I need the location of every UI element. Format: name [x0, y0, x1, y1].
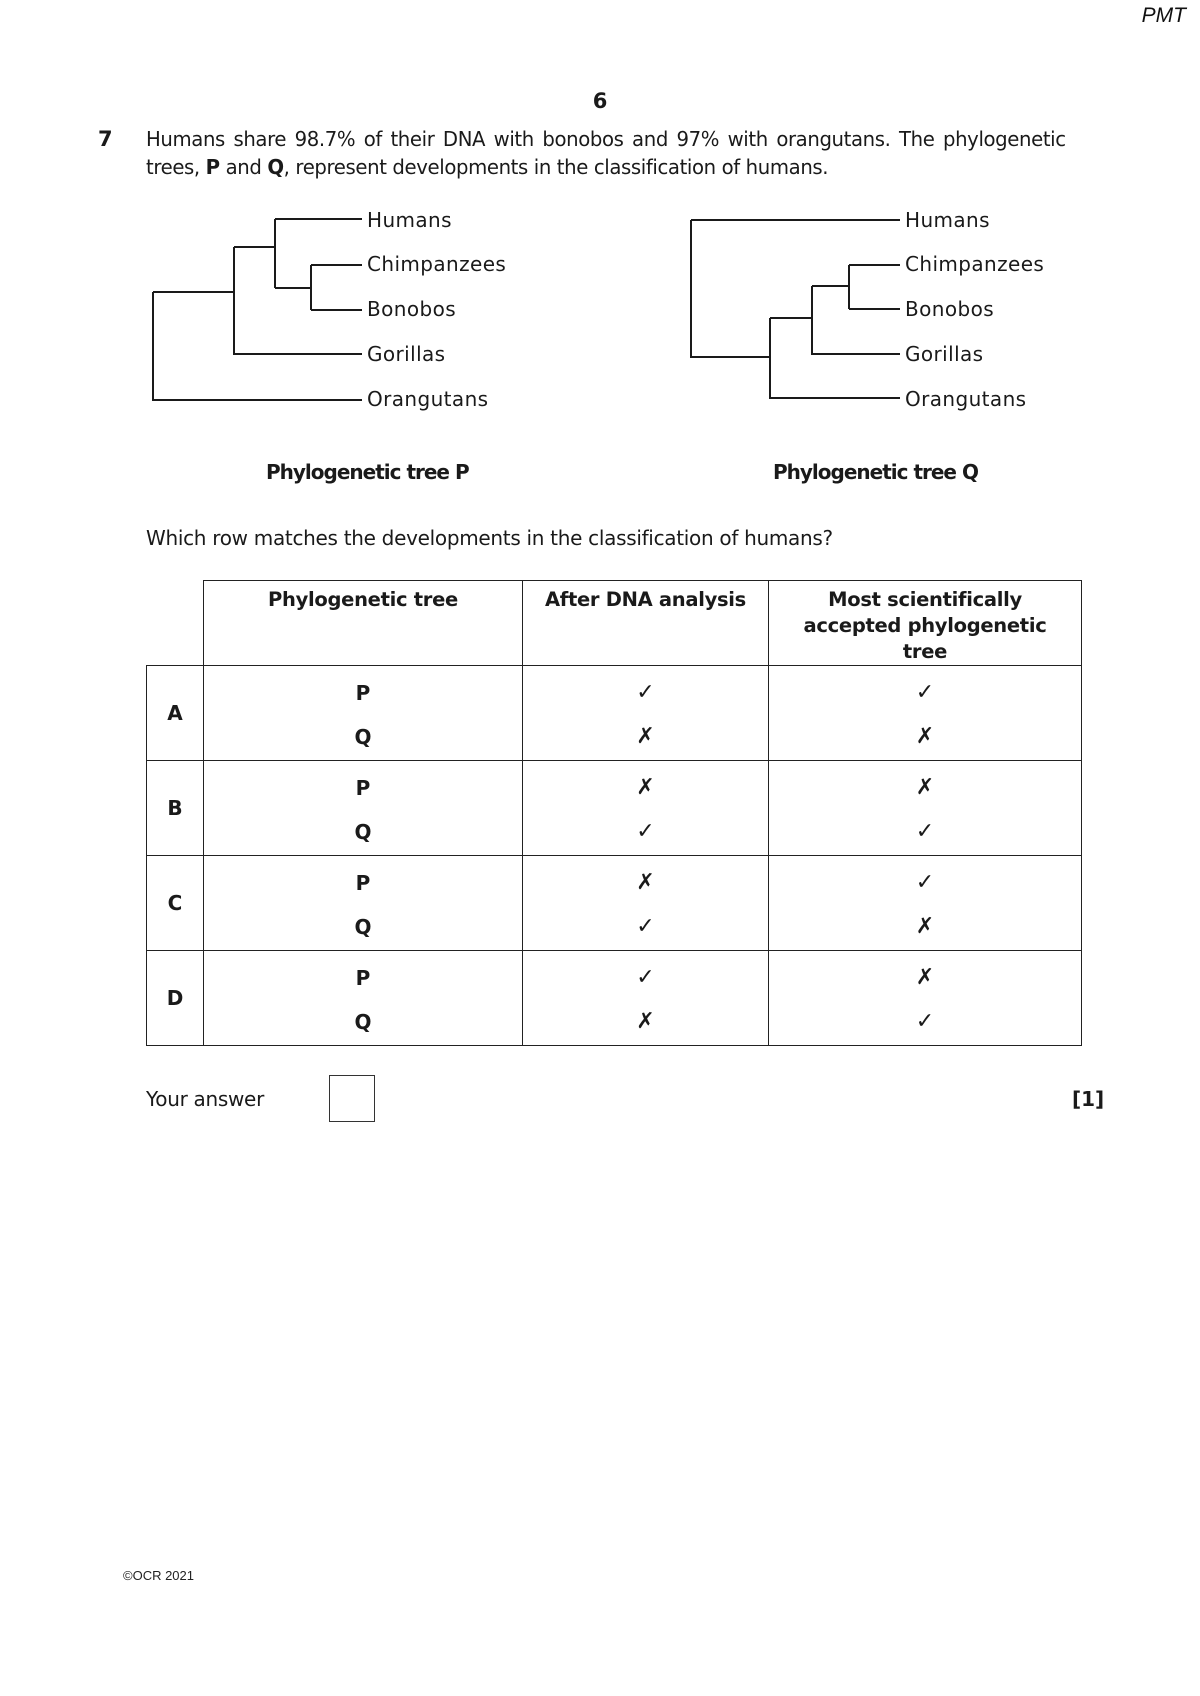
- check-icon: ✓: [915, 870, 935, 895]
- question-number: 7: [98, 127, 113, 151]
- cell-most-accepted: [769, 761, 1082, 856]
- tree-q-branch: [770, 318, 900, 398]
- tree-q-branch: [691, 220, 770, 357]
- tree-id: P: [355, 681, 371, 705]
- check-icon: ✓: [915, 1009, 935, 1034]
- cell-trees: [204, 951, 523, 1046]
- cross-icon: ✗: [636, 724, 655, 749]
- table-corner: [147, 581, 204, 666]
- check-icon: ✓: [915, 680, 935, 705]
- copyright-footer: ©OCR 2021: [123, 1568, 194, 1583]
- tree-id: Q: [354, 725, 372, 749]
- question-text-part: and: [219, 155, 268, 179]
- cross-icon: ✗: [915, 775, 935, 800]
- cell-after-dna: [523, 856, 769, 951]
- question-prompt: Which row matches the developments in the classification of humans?: [146, 526, 833, 550]
- tree-p-branch: [234, 247, 362, 354]
- cross-icon: ✗: [915, 965, 935, 990]
- tree-p-ref: P: [205, 155, 220, 179]
- tree-p-caption: Phylogenetic tree P: [266, 460, 469, 484]
- tree-p-leaf-label: Humans: [367, 208, 452, 232]
- check-icon: ✓: [915, 819, 935, 844]
- tree-id: Q: [354, 915, 372, 939]
- cell-after-dna: [523, 951, 769, 1046]
- tree-id: Q: [354, 820, 372, 844]
- question-text: [146, 125, 1066, 181]
- cell-trees: [204, 666, 523, 761]
- cell-trees: [204, 856, 523, 951]
- tree-p-leaf-label: Orangutans: [367, 387, 489, 411]
- tree-q-leaf-label: Bonobos: [905, 297, 995, 321]
- header-after-dna-analysis: After DNA analysis: [523, 581, 769, 666]
- cross-icon: ✗: [915, 724, 935, 749]
- cross-icon: ✗: [636, 1009, 655, 1034]
- option-letter: A: [147, 666, 204, 761]
- tree-p-leaf-label: Chimpanzees: [367, 252, 507, 276]
- check-icon: ✓: [636, 819, 655, 844]
- question-text-part: Humans share 98.7% of their DNA with bonobos and 97% with orangutans. The phylogenetic trees,: [146, 127, 1066, 179]
- watermark: PMT: [1141, 4, 1186, 27]
- answer-options-table: [146, 580, 1082, 1046]
- tree-id: P: [355, 776, 371, 800]
- phylogenetic-trees-figure: [0, 200, 1200, 430]
- table-header-row: [147, 581, 1082, 666]
- cross-icon: ✗: [636, 775, 655, 800]
- option-row-c: [147, 856, 1082, 951]
- tree-p-leaf-label: Gorillas: [367, 342, 446, 366]
- check-icon: ✓: [636, 965, 655, 990]
- tree-q: [691, 220, 900, 398]
- tree-p-branch: [153, 292, 362, 400]
- cell-most-accepted: [769, 856, 1082, 951]
- cell-most-accepted: [769, 666, 1082, 761]
- header-most-accepted-text: Most scientifically accepted phylogenetic tree: [803, 588, 1047, 663]
- tree-q-leaf-label: Gorillas: [905, 342, 984, 366]
- cross-icon: ✗: [915, 914, 935, 939]
- your-answer-label: Your answer: [146, 1087, 264, 1111]
- tree-p-labels: [367, 208, 506, 411]
- page-number: 6: [592, 89, 608, 113]
- tree-q-labels: [905, 208, 1044, 411]
- tree-q-branch: [812, 286, 900, 354]
- cell-most-accepted: [769, 951, 1082, 1046]
- tree-q-caption: Phylogenetic tree Q: [773, 460, 978, 484]
- tree-q-leaf-label: Humans: [905, 208, 990, 232]
- cross-icon: ✗: [636, 870, 655, 895]
- option-row-b: [147, 761, 1082, 856]
- option-row-d: [147, 951, 1082, 1046]
- header-most-accepted: [769, 581, 1082, 666]
- option-letter: C: [147, 856, 204, 951]
- answer-input-box[interactable]: [329, 1075, 375, 1122]
- option-letter: D: [147, 951, 204, 1046]
- question-text-part: , represent developments in the classification of humans.: [283, 155, 829, 179]
- tree-q-leaf-label: Orangutans: [905, 387, 1027, 411]
- tree-p: [153, 219, 362, 400]
- tree-q-leaf-label: Chimpanzees: [905, 252, 1045, 276]
- tree-id: Q: [354, 1010, 372, 1034]
- cell-after-dna: [523, 666, 769, 761]
- tree-id: P: [355, 966, 371, 990]
- cell-after-dna: [523, 761, 769, 856]
- tree-p-leaf-label: Bonobos: [367, 297, 457, 321]
- marks-available: [1]: [1072, 1087, 1105, 1111]
- check-icon: ✓: [636, 914, 655, 939]
- cell-trees: [204, 761, 523, 856]
- header-phylogenetic-tree: Phylogenetic tree: [204, 581, 523, 666]
- check-icon: ✓: [636, 680, 655, 705]
- option-row-a: [147, 666, 1082, 761]
- tree-id: P: [355, 871, 371, 895]
- tree-q-ref: Q: [267, 155, 284, 179]
- option-letter: B: [147, 761, 204, 856]
